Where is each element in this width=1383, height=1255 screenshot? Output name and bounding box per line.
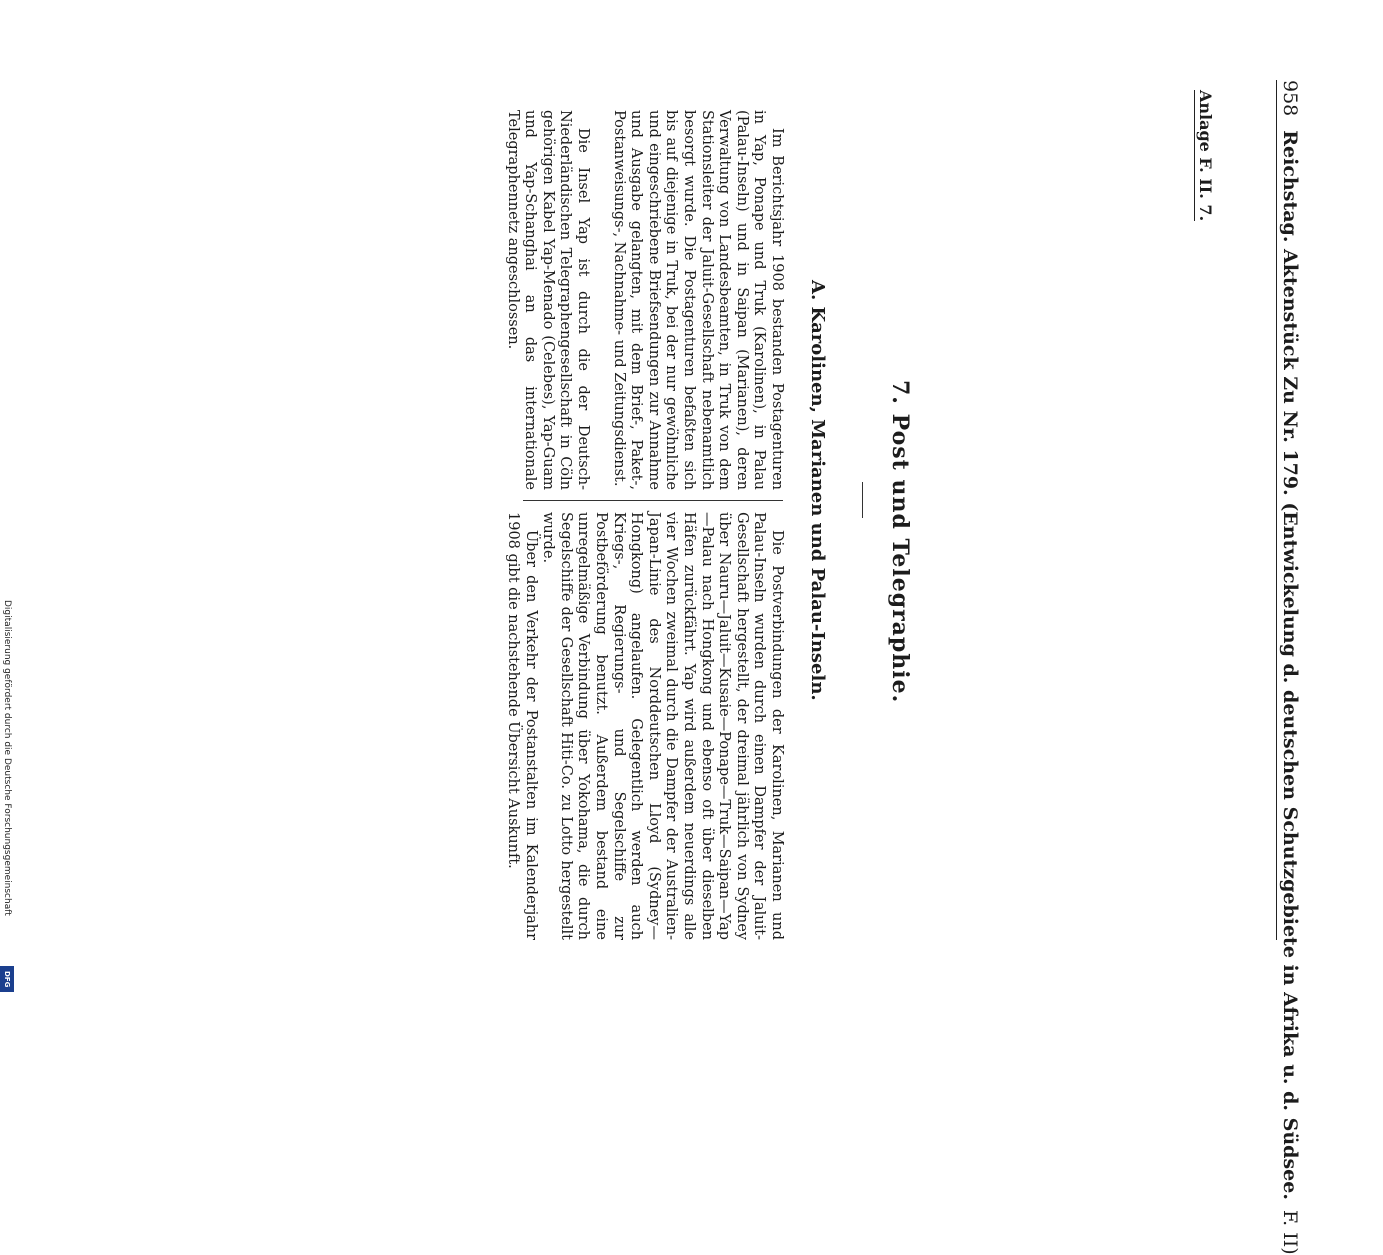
dfg-logo: DFG (0, 966, 14, 992)
left-column (503, 110, 785, 490)
header-title: Reichstag. Aktenstück Zu Nr. 179. (Entwickelung d. deutschen Schutzgebiete in Afrika u. d. Südsee. (1279, 130, 1301, 1200)
title-divider (862, 482, 863, 518)
left-paragraph-1: Im Berichtsjahr 1908 bestanden Postagenturen in Yap, Ponape und Truk (Karolinen), in Palau (Palau-Inseln) und in Saipan (Marianen), deren Verwaltung von Landesbeamten, in Truk von dem Stationsleiter der Jaluit-Gesellschaft nebenamtlich besorgt wurde. Die Postagenturen befaßten sich bis auf diejenige in Truk, bei der nur gewöhnliche und eingeschriebene Briefsendungen zur Annahme und Ausgabe gelangten, mit dem Brief-, Paket-, Postanweisungs-, Nachnahme- und Zeitungsdienst. (610, 110, 785, 490)
anlage-label: Anlage F. II. 7. (1196, 90, 1215, 222)
right-paragraph-1: Die Postverbindungen der Karolinen, Marianen und Palau-Inseln wurden durch einen Dampfer der Jaluit-Gesellschaft hergestellt, der dreimal jährlich von Sydney über Nauru—Jaluit—Kusaie—Ponape—Truk—Saipan—Yap—Palau nach Hongkong und ebenso oft über dieselben Häfen zurückfährt. Yap wird außerdem neuerdings alle vier Wochen zweimal durch die Dampfer der Australien-Japan-Linie des Norddeutschen Lloyd (Sydney—Hongkong) angelaufen. Gelegentlich werden auch Kriegs-, Regierungs- und Segelschiffe zur Postbeförderung benutzt. Außerdem bestand eine unregelmäßige Verbindung über Yokohama, die durch Segelschiffe der Gesellschaft Hiti-Co. zu Lotto hergestellt wurde. (540, 512, 785, 940)
right-column (504, 512, 786, 940)
running-header (1279, 80, 1301, 1255)
left-paragraph-2: Die Insel Yap ist durch die der Deutsch-Niederländischen Telegraphengesellschaft in Cöln gehörigen Kabel Yap-Menado (Celebes), Yap-Guam und Yap-Schanghai an das internationale Telegraphennetz angeschlossen. (504, 110, 592, 490)
subsection-title: A. Karolinen, Marianen und Palau-Inseln. (807, 280, 828, 701)
header-rule (1276, 80, 1277, 940)
header-section: F. II) (1279, 1209, 1301, 1255)
digitization-imprint: Digitalisierung gefördert durch die Deutsche Forschungsgemeinschaft (2, 600, 12, 916)
page-number: 958 (1279, 80, 1301, 117)
column-divider (523, 500, 783, 501)
section-title: 7. Post und Telegraphie. (887, 380, 913, 704)
right-paragraph-2: Über den Verkehr der Postanstalten im Kalenderjahr 1908 gibt die nachstehende Übersicht Auskunft. (505, 512, 539, 940)
